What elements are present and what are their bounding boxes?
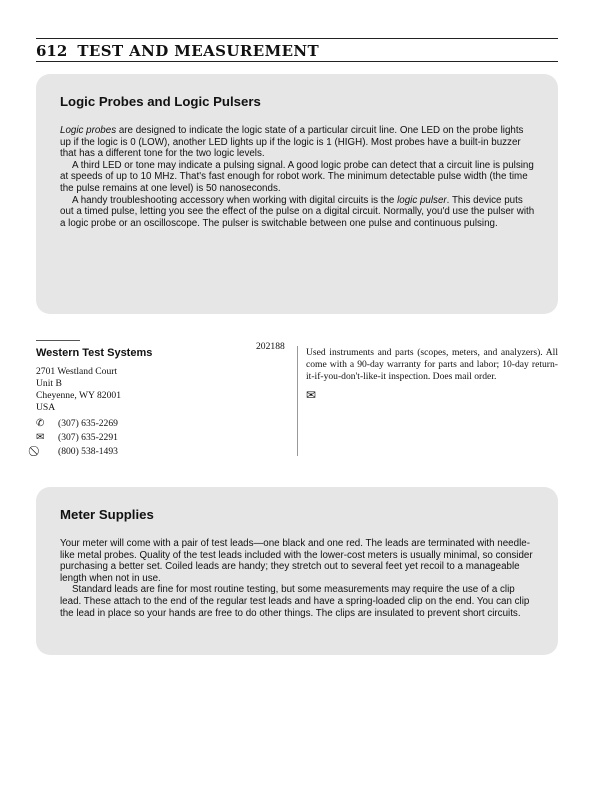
fax-icon: ✉ <box>36 432 45 443</box>
paragraph: Standard leads are fine for most routine testing, but some measurements may require the use of a clip lead. These attach to the end of the regular test leads and have a spring-loaded clip on the end. You can clip the lead in place so your hands are free to do other things. The clips are insulated to prevent short circuits. <box>60 584 530 619</box>
vendor-contact <box>36 347 296 459</box>
description-text: Used instruments and parts (scopes, meters, and analyzers). All come with a 90-day warranty for parts and labor; 10-day return-it-if-you-don't-like-it inspection. Does mail order. <box>306 347 558 382</box>
paragraph-text: are designed to indicate the logic state of a particular circuit line. One LED on the probe lights up if the logic is 0 (LOW), another LED lights up if the logic is 1 (HIGH). Most probes have a built-in buzzer that has a different tone for the two logic levels. <box>60 125 524 160</box>
address-line: USA <box>36 402 56 413</box>
phone-number: (307) 635-2269 <box>58 418 118 429</box>
column-divider <box>297 346 298 456</box>
phone-row <box>36 417 296 431</box>
mail-order-icon: ✉ <box>306 388 317 403</box>
section-title: TEST AND MEASUREMENT <box>77 42 320 60</box>
sidebar-logic-probes <box>36 74 558 314</box>
fax-row <box>36 431 296 445</box>
vendor-description <box>306 347 558 402</box>
sidebar-title: Logic Probes and Logic Pulsers <box>60 94 261 109</box>
page-number: 612 <box>36 42 68 60</box>
phone-icon: ✆ <box>36 418 45 429</box>
divider <box>36 340 80 341</box>
paragraph-text: A handy troubleshooting accessory when working with digital circuits is the <box>72 194 398 206</box>
address-line: Cheyenne, WY 82001 <box>36 390 121 401</box>
header-rule <box>36 61 558 62</box>
address-line: Unit B <box>36 378 62 389</box>
page-header <box>36 38 558 60</box>
fax-number: (307) 635-2291 <box>58 432 118 443</box>
company-name: Western Test Systems <box>36 347 153 359</box>
paragraph: Your meter will come with a pair of test leads—one black and one red. The leads are terminated with needle-like metal probes. Quality of the test leads included with the lower-cost meters is usually minimal, so consider purchasing a better set. Coiled leads are handy; they stretch out to several feet yet recoil to a manageable length when not in use. <box>60 538 533 584</box>
toll-free-number: (800) 538-1493 <box>58 446 118 457</box>
emphasis: Logic probes <box>60 125 117 136</box>
paragraph <box>60 195 536 230</box>
sidebar-title: Meter Supplies <box>60 507 154 522</box>
emphasis: logic pulser <box>397 194 447 206</box>
toll-free-row <box>36 445 296 459</box>
vendor-listing <box>36 340 558 460</box>
toll-free-icon <box>36 445 58 459</box>
paragraph-text: . This device puts out a timed pulse, letting you see the effect of the pulse on a digital circuit. Normally, you'd use the pulser with a logic probe or an oscilloscope. The pulser is switchable between one pulse and continuous pulsing. <box>60 194 535 229</box>
sidebar-meter-supplies <box>36 487 558 655</box>
paragraph: A third LED or tone may indicate a pulsing signal. A good logic probe can detect that a circuit line is pulsing at speeds of up to 10 MHz. That's fast enough for robot work. The minimum detectable pulse width (the time the pulse remains at one level) is 50 nanoseconds. <box>60 159 534 194</box>
vendor-code: 202188 <box>256 341 285 352</box>
address-line: 2701 Westland Court <box>36 366 118 377</box>
paragraph <box>60 125 536 160</box>
